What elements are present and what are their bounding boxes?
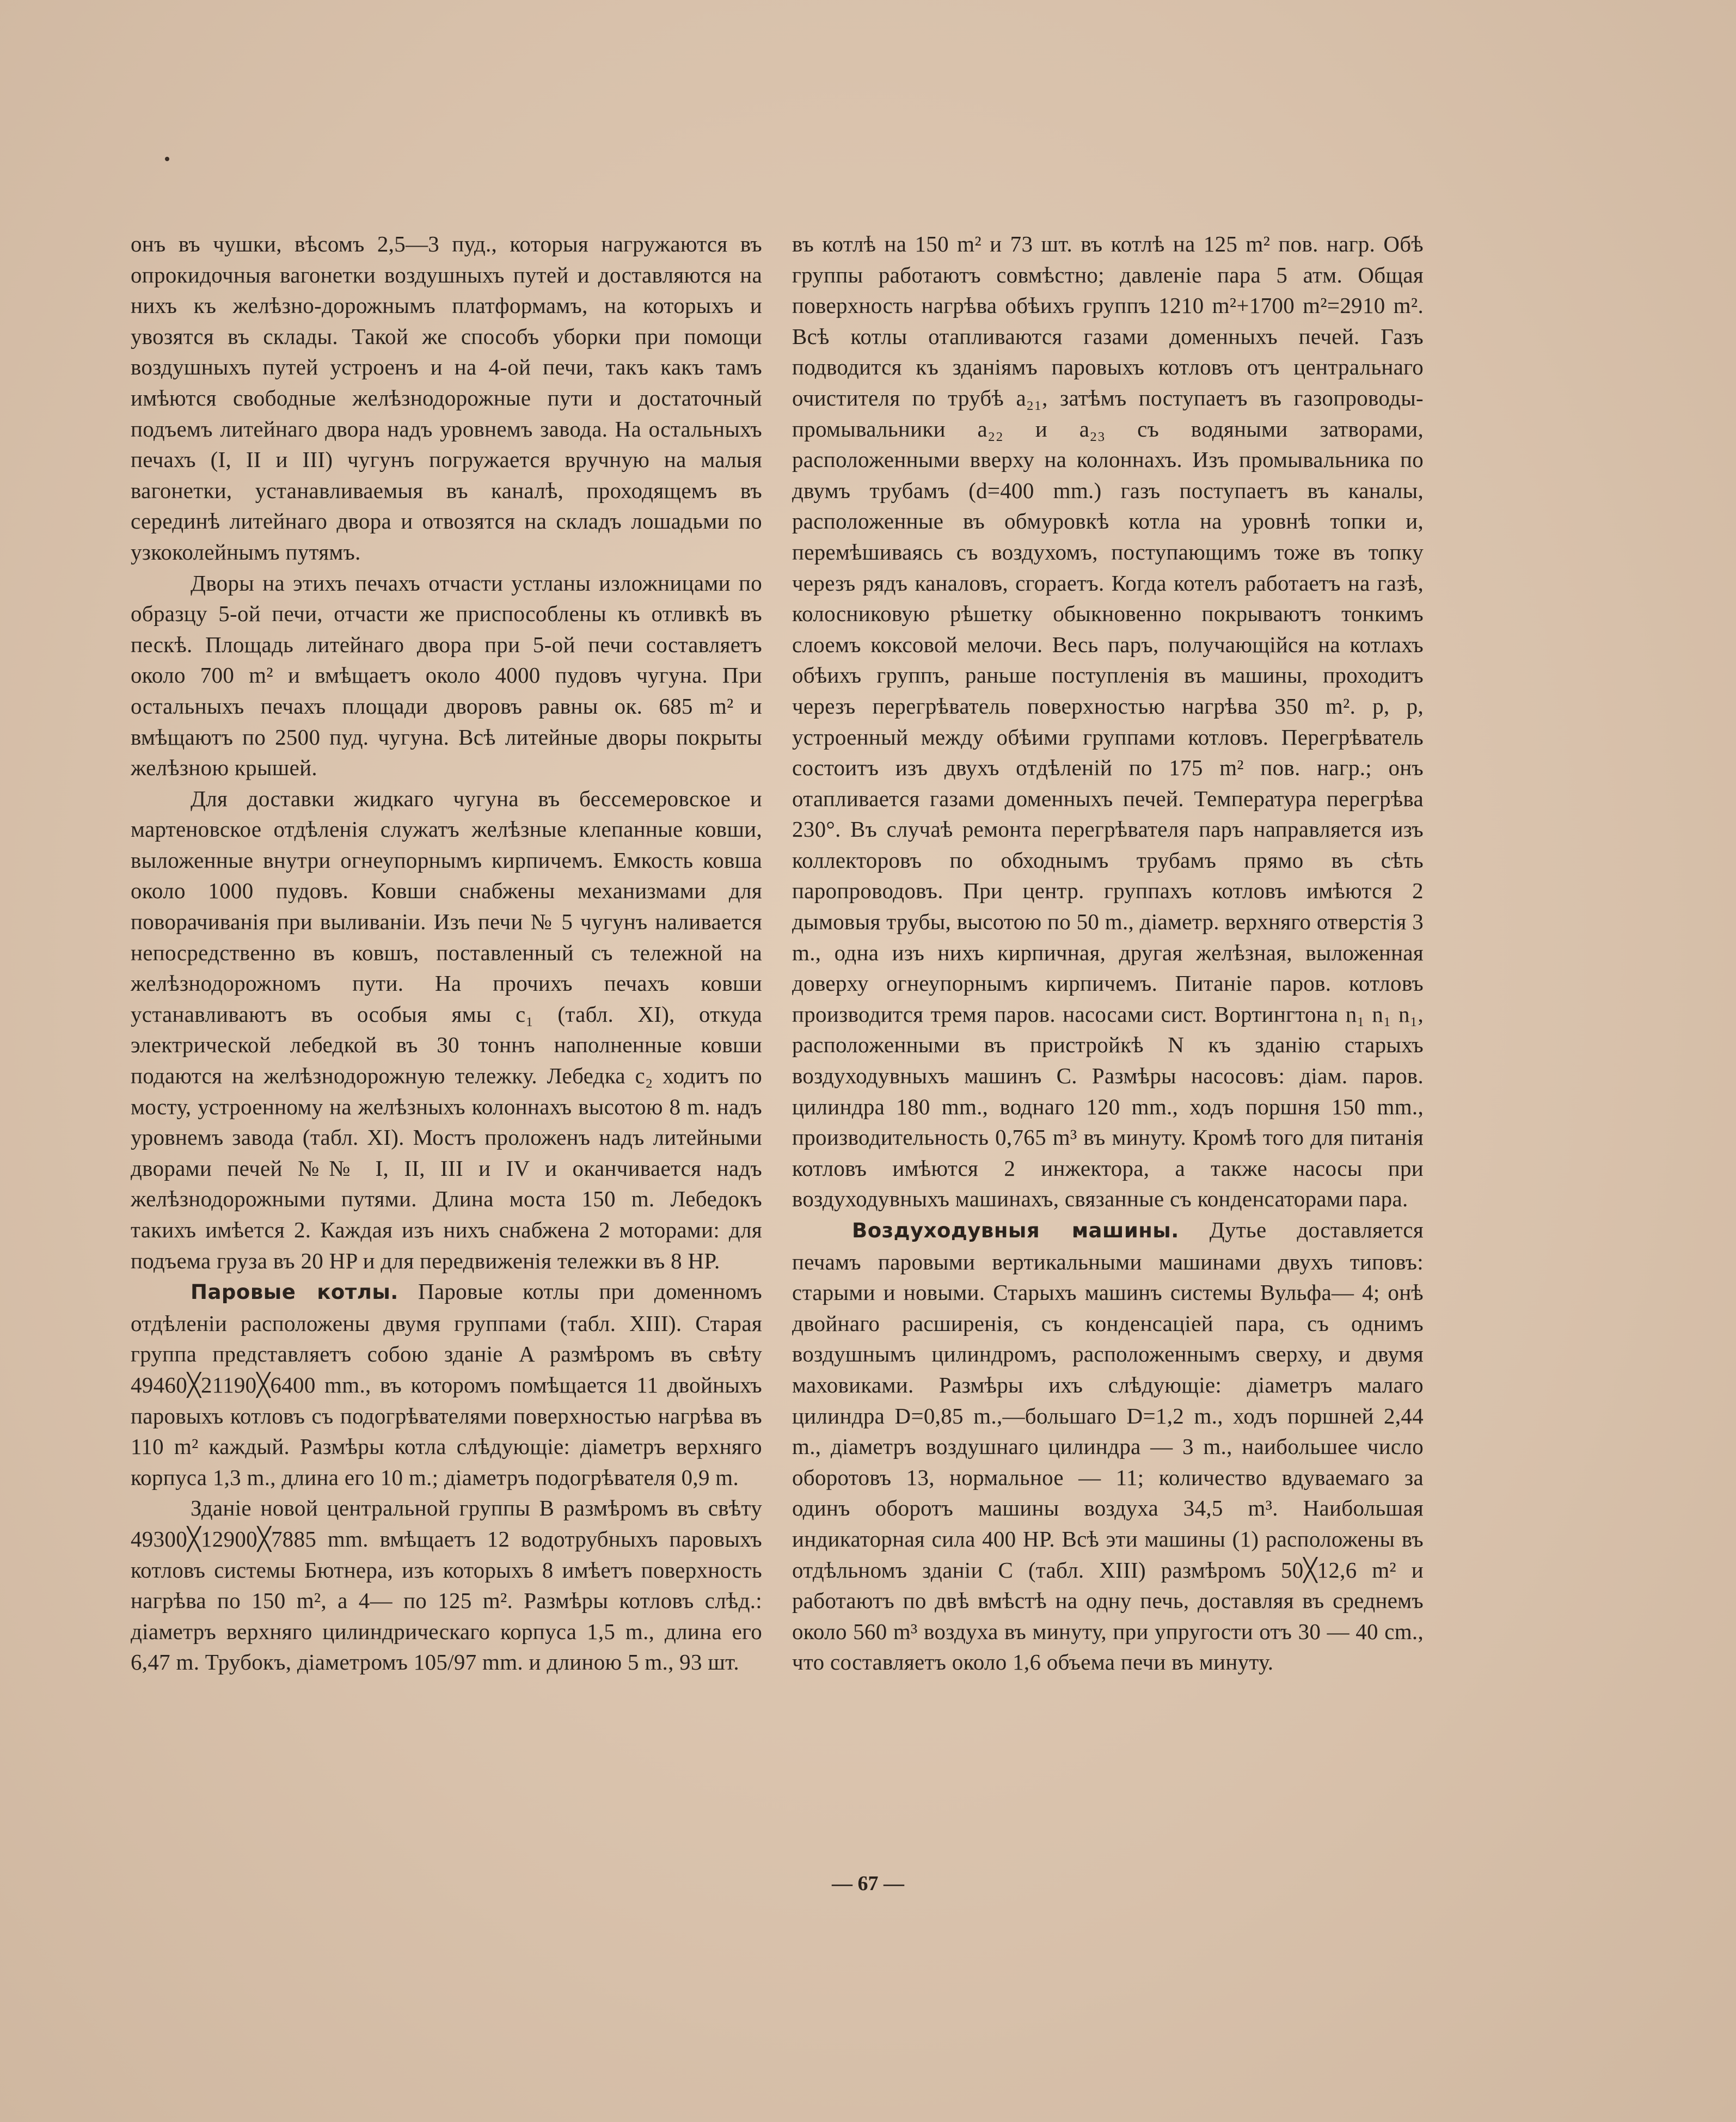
paragraph: [131, 1276, 762, 1493]
paragraph: Для доставки жидкаго чугуна въ бессемеровское и мартеновское отдѣленія служатъ желѣзные клепанные ковши, выложенные внутри огнеупорнымъ кирпичемъ. Емкость ковша около 1000 пудовъ. Ковши снабжены механизмами для поворачиванія при выливаніи. Изъ печи № 5 чугунъ наливается непосредственно въ ковшъ, поставленный съ тележной на желѣзнодорожномъ пути. На прочихъ печахъ ковши устанавливаютъ въ особыя ямы c₁ (табл. XI), откуда электрической лебедкой въ 30 тоннъ наполненные ковши подаются на желѣзнодорожную тележку. Лебедка c₂ ходитъ по мосту, устроенному на желѣзныхъ колоннахъ высотою 8 m. надъ уровнемъ завода (табл. XI). Мостъ проложенъ надъ литейными дворами печей №№ I, II, III и IV и оканчивается надъ желѣзнодорожными путями. Длина моста 150 m. Лебедокъ такихъ имѣется 2. Каждая изъ нихъ снабжена 2 моторами: для подъема груза въ 20 HP и для передвиженія тележки въ 8 HP.: [131, 786, 762, 1273]
left-column: [131, 229, 762, 1678]
right-column: [792, 229, 1424, 1678]
paragraph: въ котлѣ на 150 m² и 73 шт. въ котлѣ на 125 m² пов. нагр. Обѣ группы работаютъ совмѣстно; давленіе пара 5 атм. Общая поверхность нагрѣва обѣихъ группъ 1210 m²+1700 m²=2910 m². Всѣ котлы отапливаются газами доменныхъ печей. Газъ подводится къ зданіямъ паровыхъ котловъ отъ центральнаго очистителя по трубѣ a₂₁, затѣмъ поступаетъ въ газопроводы-промывальники a₂₂ и a₂₃ съ водяными затворами, расположенными вверху на колоннахъ. Изъ промывальника по двумъ трубамъ (d=400 mm.) газъ поступаетъ въ каналы, расположенные въ обмуровкѣ котла на уровнѣ топки и, перемѣшиваясь съ воздухомъ, поступающимъ тоже въ топку черезъ рядъ каналовъ, сгораетъ. Когда котелъ работаетъ на газѣ, колосниковую рѣшетку обыкновенно покрываютъ тонкимъ слоемъ коксовой мелочи. Весь паръ, получающійся на котлахъ обѣихъ группъ, раньше поступленія въ машины, проходитъ черезъ перегрѣватель поверхностью нагрѣва 350 m². p, p, устроенный между обѣими группами котловъ. Перегрѣватель состоитъ изъ двухъ отдѣленій по 175 m² пов. нагр.; онъ отапливается газами доменныхъ печей. Температура перегрѣва 230°. Въ случаѣ ремонта перегрѣвателя паръ направляется изъ коллекторовъ по обходнымъ трубамъ прямо въ сѣть паропроводовъ. При центр. группахъ котловъ имѣются 2 дымовыя трубы, высотою по 50 m., діаметр. верхняго отверстія 3 m., одна изъ нихъ кирпичная, другая желѣзная, выложенная доверху огнеупорнымъ кирпичемъ. Питаніе паров. котловъ производится тремя паров. насосами сист. Вортингтона n₁ n₁ n₁, расположенными въ пристройкѣ N къ зданію старыхъ воздуходувныхъ машинъ C. Размѣры насосовъ: діам. паров. цилиндра 180 mm., воднаго 120 mm., ходъ поршня 150 mm., производительность 0,765 m³ въ минуту. Кромѣ того для питанія котловъ имѣются 2 инжектора, а также насосы при воздуходувныхъ машинахъ, связанные съ конденсаторами пара.: [792, 231, 1424, 1212]
page-number: — 67 —: [832, 1872, 904, 1895]
paragraph: Зданіе новой центральной группы B размѣромъ въ свѣту 49300╳12900╳7885 mm. вмѣщаетъ 12 водотрубныхъ паровыхъ котловъ системы Бютнера, изъ которыхъ 8 имѣетъ поверхность нагрѣва по 150 m², а 4— по 125 m². Размѣры котловъ слѣд.: діаметръ верхняго цилиндрическаго корпуса 1,5 m., длина его 6,47 m. Трубокъ, діаметромъ 105/97 mm. и длиною 5 m., 93 шт.: [131, 1495, 762, 1675]
paragraph: [792, 1215, 1424, 1678]
paragraph: Дворы на этихъ печахъ отчасти устланы изложницами по образцу 5-ой печи, отчасти же приспособлены къ отливкѣ въ пескѣ. Площадь литейнаго двора при 5-ой печи составляетъ около 700 m² и вмѣщаетъ около 4000 пудовъ чугуна. При остальныхъ печахъ площади дворовъ равны ок. 685 m² и вмѣщаютъ по 2500 пуд. чугуна. Всѣ литейные дворы покрыты желѣзною крышей.: [131, 570, 762, 781]
section-heading: Воздуходувныя машины.: [852, 1219, 1179, 1242]
ink-mark: [165, 157, 169, 161]
paragraph-text: Паровые котлы при доменномъ отдѣленіи расположены двумя группами (табл. XIII). Старая группа представляетъ собою зданіе A размѣромъ въ свѣту 49460╳21190╳6400 mm., въ которомъ помѣщается 11 двойныхъ паровыхъ котловъ съ подогрѣвателями поверхностью нагрѣва въ 110 m² каждый. Размѣры котла слѣдующіе: діаметръ верхняго корпуса 1,3 m., длина его 10 m.; діаметръ подогрѣвателя 0,9 m.: [131, 1279, 762, 1490]
paragraph-text: Дутье доставляется печамъ паровыми вертикальными машинами двухъ типовъ: старыми и новыми. Старыхъ машинъ системы Вульфа— 4; онѣ двойнаго расширенія, съ конденсаціей пара, съ однимъ воздушнымъ цилиндромъ, расположеннымъ сверху, и двумя маховиками. Размѣры ихъ слѣдующіе: діаметръ малаго цилиндра D=0,85 m.,—большаго D=1,2 m., ходъ поршней 2,44 m., діаметръ воздушнаго цилиндра — 3 m., наибольшее число оборотовъ 13, нормальное — 11; количество вдуваемаго за одинъ оборотъ машины воздуха 34,5 m³. Наибольшая индикаторная сила 400 HP. Всѣ эти машины (1) расположены въ отдѣльномъ зданіи C (табл. XIII) размѣромъ 50╳12,6 m² и работаютъ по двѣ вмѣстѣ на одну печь, доставляя въ среднемъ около 560 m³ воздуха въ минуту, при упругости отъ 30 — 40 cm., что составляетъ около 1,6 объема печи въ минуту.: [792, 1217, 1424, 1675]
section-heading: Паровые котлы.: [191, 1280, 398, 1304]
paragraph: онъ въ чушки, вѣсомъ 2,5—3 пуд., которыя нагружаются въ опрокидочныя вагонетки воздушныхъ путей и доставляются на нихъ къ желѣзно-дорожнымъ платформамъ, на которыхъ и увозятся въ склады. Такой же способъ уборки при помощи воздушныхъ путей устроенъ и на 4-ой печи, такъ какъ тамъ имѣются свободные желѣзнодорожные пути и достаточный подъемъ литейнаго двора надъ уровнемъ завода. На остальныхъ печахъ (I, II и III) чугунъ погружается вручную на малыя вагонетки, устанавливаемыя въ каналѣ, проходящемъ въ серединѣ литейнаго двора и отвозятся на складъ лошадьми по узкоколейнымъ путямъ.: [131, 231, 762, 565]
